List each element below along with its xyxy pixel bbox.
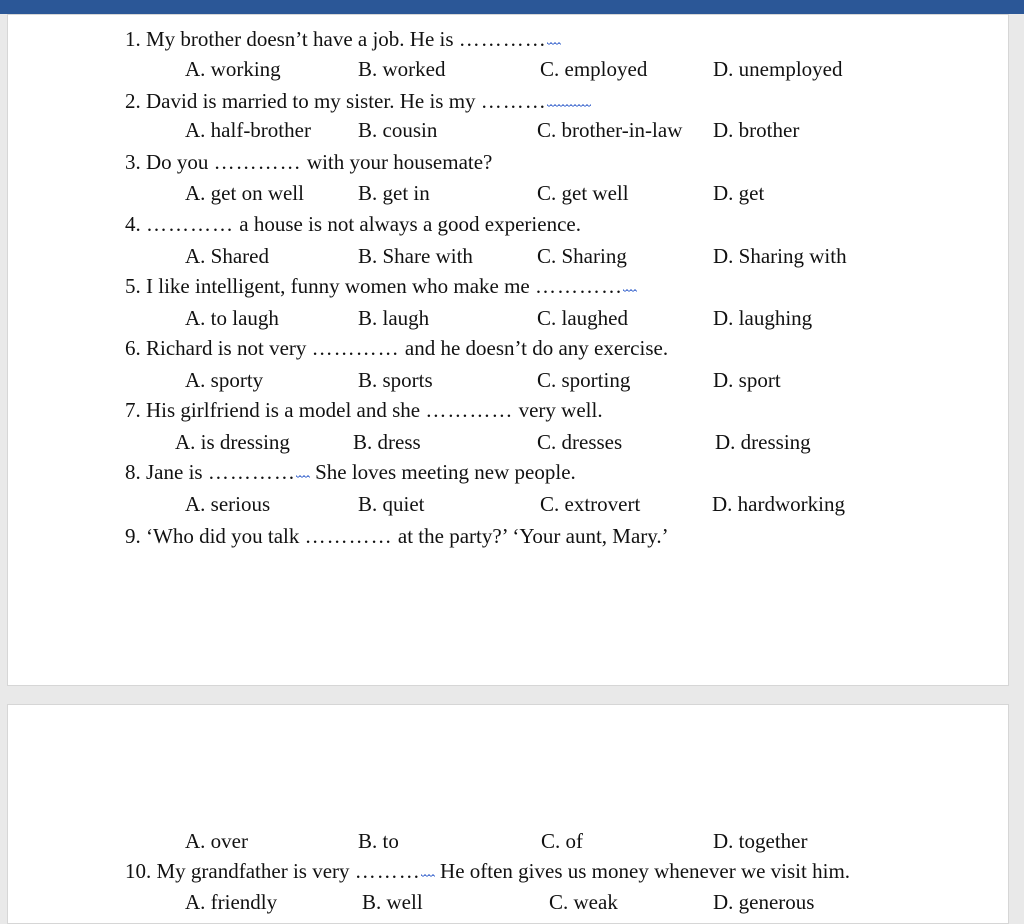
option-b: B. laugh	[358, 306, 430, 330]
option-d: D. together	[713, 829, 808, 853]
option-d: D. generous	[713, 890, 815, 914]
question-text: 10. My grandfather is very	[125, 859, 355, 883]
option-a: A. to laugh	[185, 306, 279, 330]
option-d: D. unemployed	[713, 57, 843, 81]
question-text-after: and he doesn’t do any exercise.	[399, 336, 669, 360]
option-b: B. quiet	[358, 492, 425, 516]
question-text-after: She loves meeting new people.	[309, 460, 576, 484]
option-c: C. sporting	[537, 368, 631, 392]
answer-blank: ………	[480, 89, 547, 113]
option-c: C. Sharing	[537, 244, 627, 268]
option-b: B. dress	[353, 430, 421, 454]
question-5	[125, 273, 637, 299]
question-text: 4.	[125, 212, 146, 236]
option-b: B. Share with	[358, 244, 473, 268]
option-c: C. laughed	[537, 306, 628, 330]
option-d: D. hardworking	[712, 492, 845, 516]
question-7	[125, 397, 603, 423]
option-c: C. extrovert	[540, 492, 641, 516]
option-a: A. half-brother	[185, 118, 311, 142]
answer-blank: …………	[146, 212, 234, 236]
answer-blank: …………	[458, 27, 547, 51]
option-a: A. sporty	[185, 368, 264, 392]
option-a: A. Shared	[185, 244, 269, 268]
option-d: D. sport	[713, 368, 781, 392]
option-d: D. get	[713, 181, 765, 205]
spelling-squiggle-icon	[547, 42, 561, 48]
question-text: 2. David is married to my sister. He is my	[125, 89, 481, 113]
option-a: A. friendly	[185, 890, 278, 914]
option-c: C. of	[541, 829, 583, 853]
question-text: 8. Jane is	[125, 460, 208, 484]
option-a: A. working	[185, 57, 281, 81]
question-text: 7. His girlfriend is a model and she	[125, 398, 426, 422]
answer-blank: …………	[425, 398, 514, 422]
spelling-squiggle-icon	[296, 475, 310, 481]
option-a: A. serious	[185, 492, 271, 516]
question-text: 5. I like intelligent, funny women who make me	[125, 274, 535, 298]
option-a: A. is dressing	[175, 430, 290, 454]
question-text: 3. Do you	[125, 150, 214, 174]
spelling-squiggle-icon	[421, 874, 435, 880]
answer-blank: …………	[311, 336, 400, 360]
answer-blank: …………	[207, 460, 296, 484]
question-text-after: with your housemate?	[301, 150, 493, 174]
option-b: B. sports	[358, 368, 433, 392]
question-text-after: very well.	[513, 398, 603, 422]
option-d: D. Sharing with	[713, 244, 847, 268]
option-c: C. brother-in-law	[537, 118, 683, 142]
question-4	[125, 211, 581, 237]
option-d: D. brother	[713, 118, 800, 142]
question-text-after: He often gives us money whenever we visit him.	[434, 859, 851, 883]
option-b: B. worked	[358, 57, 446, 81]
spelling-squiggle-icon	[623, 289, 637, 295]
answer-blank: …………	[535, 274, 623, 298]
option-c: C. dresses	[537, 430, 623, 454]
option-c: C. weak	[549, 890, 618, 914]
option-d: D. laughing	[713, 306, 813, 330]
option-b: B. to	[358, 829, 399, 853]
question-text: 6. Richard is not very	[125, 336, 312, 360]
question-9	[125, 523, 669, 549]
question-text-after: a house is not always a good experience.	[234, 212, 581, 236]
option-a: A. get on well	[185, 181, 304, 205]
question-3	[125, 149, 492, 175]
option-d: D. dressing	[715, 430, 811, 454]
option-c: C. get well	[537, 181, 629, 205]
question-6	[125, 335, 668, 361]
question-10	[125, 858, 850, 884]
question-1	[125, 26, 561, 52]
question-text: 1. My brother doesn’t have a job. He is	[125, 27, 459, 51]
question-2	[125, 88, 591, 114]
option-b: B. get in	[358, 181, 430, 205]
question-text-after: at the party?’ ‘Your aunt, Mary.’	[392, 524, 669, 548]
option-b: B. well	[362, 890, 423, 914]
question-text: 9. ‘Who did you talk	[125, 524, 305, 548]
spelling-squiggle-icon	[547, 104, 591, 110]
answer-blank: …………	[213, 150, 302, 174]
option-a: A. over	[185, 829, 248, 853]
document-page-2	[7, 704, 1009, 924]
answer-blank: …………	[304, 524, 393, 548]
option-b: B. cousin	[358, 118, 438, 142]
option-c: C. employed	[540, 57, 648, 81]
answer-blank: ………	[354, 859, 421, 883]
window-title-bar	[0, 0, 1024, 14]
question-8	[125, 459, 576, 485]
